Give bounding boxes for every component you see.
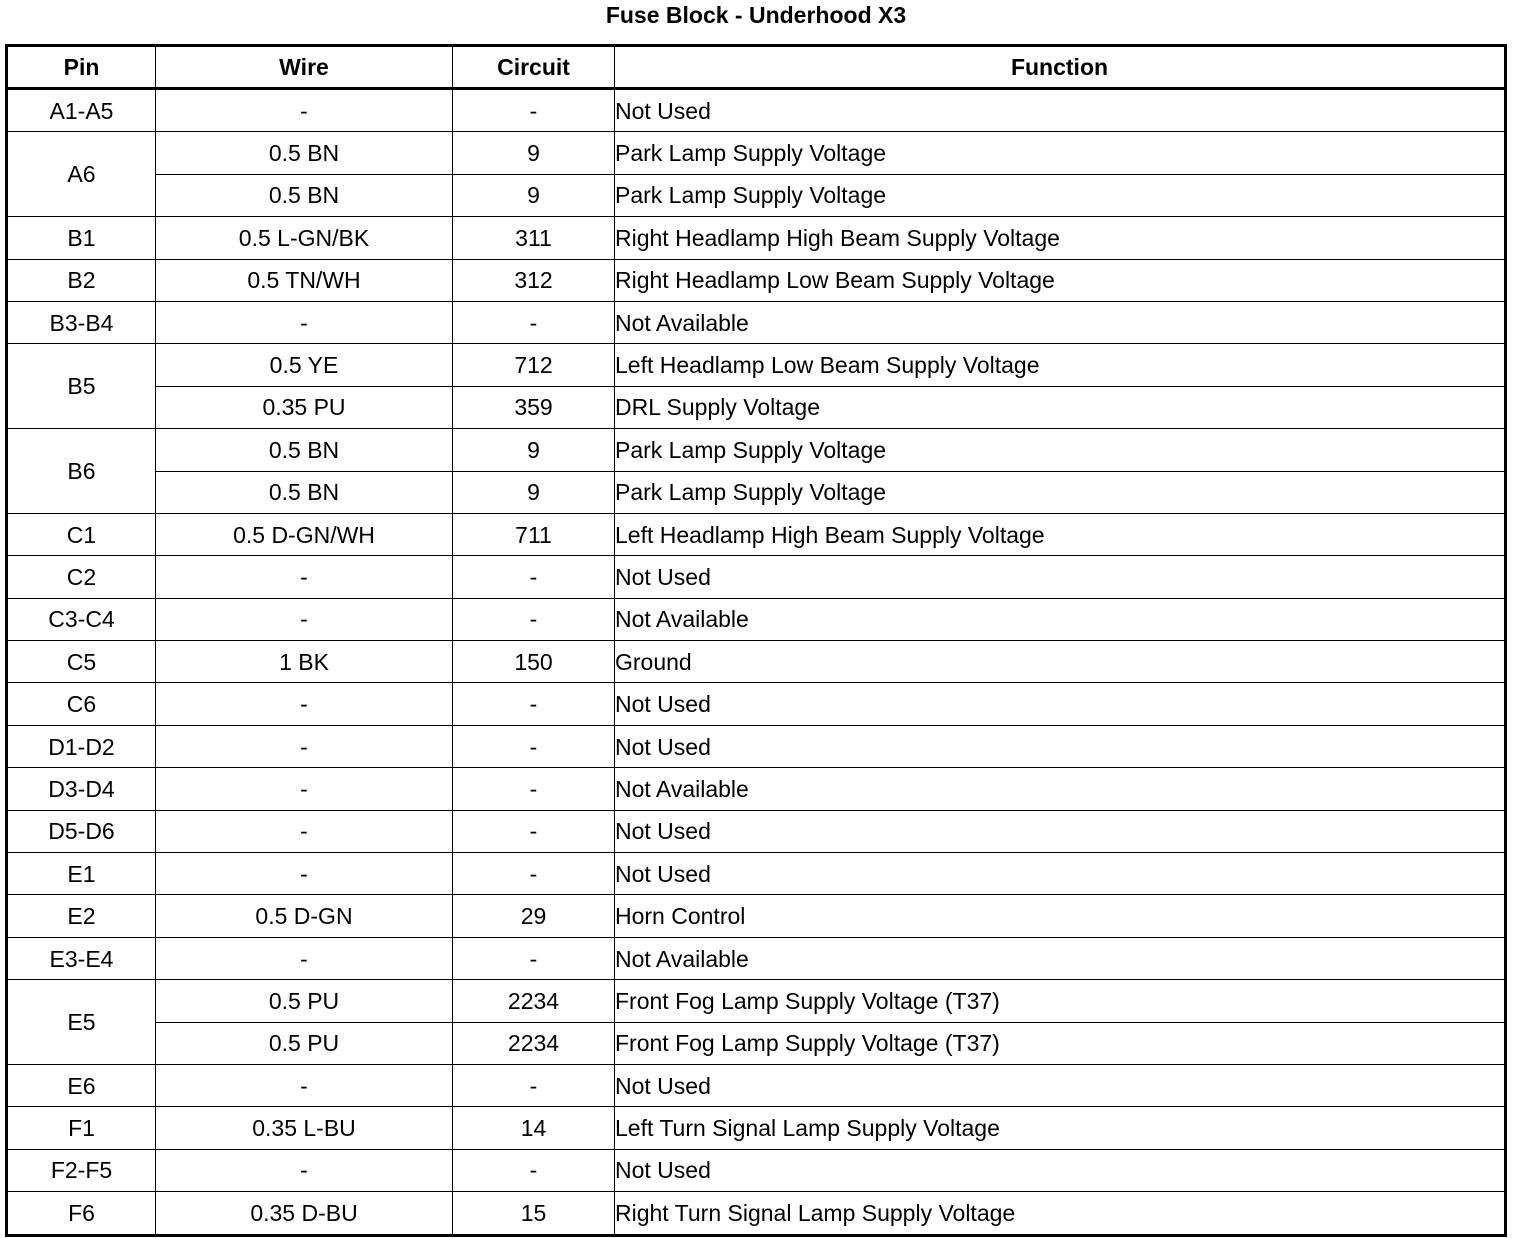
function-cell: Right Headlamp High Beam Supply Voltage (615, 217, 1506, 259)
wire-cell: 0.35 D-BU (156, 1192, 453, 1235)
table-row (7, 1022, 1506, 1064)
wire-cell: - (156, 768, 453, 810)
circuit-cell: 312 (453, 259, 615, 301)
wire-cell: 0.5 D-GN/WH (156, 513, 453, 555)
table-row (7, 1192, 1506, 1235)
wire-cell: - (156, 937, 453, 979)
table-row (7, 301, 1506, 343)
wire-cell: - (156, 725, 453, 767)
function-cell: Right Turn Signal Lamp Supply Voltage (615, 1192, 1506, 1235)
pin-cell: D3-D4 (7, 768, 156, 810)
table-row (7, 344, 1506, 386)
circuit-cell: 150 (453, 641, 615, 683)
pin-cell: B6 (7, 429, 156, 514)
function-cell: Front Fog Lamp Supply Voltage (T37) (615, 980, 1506, 1022)
table-row (7, 513, 1506, 555)
function-cell: Not Used (615, 683, 1506, 725)
wire-cell: - (156, 598, 453, 640)
wire-cell: 0.5 PU (156, 1022, 453, 1064)
circuit-cell: - (453, 89, 615, 132)
header-wire: Wire (156, 46, 453, 89)
circuit-cell: - (453, 556, 615, 598)
circuit-cell: 2234 (453, 1022, 615, 1064)
pin-cell: A6 (7, 132, 156, 217)
function-cell: Left Turn Signal Lamp Supply Voltage (615, 1107, 1506, 1149)
circuit-cell: 15 (453, 1192, 615, 1235)
table-row (7, 1064, 1506, 1106)
function-cell: Not Used (615, 725, 1506, 767)
wire-cell: 0.5 BN (156, 132, 453, 174)
circuit-cell: 712 (453, 344, 615, 386)
wire-cell: - (156, 683, 453, 725)
circuit-cell: 9 (453, 471, 615, 513)
table-row (7, 853, 1506, 895)
table-row (7, 810, 1506, 852)
circuit-cell: 359 (453, 386, 615, 428)
circuit-cell: - (453, 683, 615, 725)
table-row (7, 895, 1506, 937)
header-pin: Pin (7, 46, 156, 89)
wire-cell: 0.35 L-BU (156, 1107, 453, 1149)
circuit-cell: - (453, 1149, 615, 1191)
pinout-table (5, 44, 1507, 1237)
function-cell: Not Used (615, 1149, 1506, 1191)
function-cell: Not Available (615, 768, 1506, 810)
pin-cell: A1-A5 (7, 89, 156, 132)
wire-cell: 0.5 BN (156, 429, 453, 471)
circuit-cell: - (453, 768, 615, 810)
table-row (7, 259, 1506, 301)
function-cell: Front Fog Lamp Supply Voltage (T37) (615, 1022, 1506, 1064)
wire-cell: - (156, 853, 453, 895)
pin-cell: F6 (7, 1192, 156, 1235)
function-cell: Left Headlamp High Beam Supply Voltage (615, 513, 1506, 555)
circuit-cell: - (453, 598, 615, 640)
table-row (7, 683, 1506, 725)
wire-cell: 0.5 BN (156, 471, 453, 513)
circuit-cell: 9 (453, 429, 615, 471)
table-row (7, 132, 1506, 174)
circuit-cell: 311 (453, 217, 615, 259)
pin-cell: E6 (7, 1064, 156, 1106)
table-row (7, 556, 1506, 598)
pin-cell: C2 (7, 556, 156, 598)
pin-cell: D1-D2 (7, 725, 156, 767)
circuit-cell: - (453, 853, 615, 895)
function-cell: Park Lamp Supply Voltage (615, 132, 1506, 174)
table-row (7, 1107, 1506, 1149)
wire-cell: 0.5 L-GN/BK (156, 217, 453, 259)
wire-cell: 1 BK (156, 641, 453, 683)
header-circuit: Circuit (453, 46, 615, 89)
wire-cell: - (156, 89, 453, 132)
function-cell: Not Used (615, 89, 1506, 132)
function-cell: Right Headlamp Low Beam Supply Voltage (615, 259, 1506, 301)
header-function: Function (615, 46, 1506, 89)
circuit-cell: 711 (453, 513, 615, 555)
table-row (7, 937, 1506, 979)
pin-cell: C3-C4 (7, 598, 156, 640)
function-cell: Not Used (615, 1064, 1506, 1106)
pin-cell: E5 (7, 980, 156, 1065)
pin-cell: F2-F5 (7, 1149, 156, 1191)
circuit-cell: 2234 (453, 980, 615, 1022)
pin-cell: D5-D6 (7, 810, 156, 852)
function-cell: Not Available (615, 598, 1506, 640)
pin-cell: B1 (7, 217, 156, 259)
wire-cell: - (156, 1064, 453, 1106)
wire-cell: 0.35 PU (156, 386, 453, 428)
pin-cell: B3-B4 (7, 301, 156, 343)
pin-cell: C5 (7, 641, 156, 683)
pin-cell: B2 (7, 259, 156, 301)
table-row (7, 598, 1506, 640)
circuit-cell: - (453, 725, 615, 767)
circuit-cell: - (453, 301, 615, 343)
circuit-cell: - (453, 937, 615, 979)
function-cell: Park Lamp Supply Voltage (615, 174, 1506, 216)
function-cell: Not Used (615, 556, 1506, 598)
circuit-cell: 9 (453, 132, 615, 174)
wire-cell: - (156, 1149, 453, 1191)
function-cell: Park Lamp Supply Voltage (615, 429, 1506, 471)
wire-cell: 0.5 D-GN (156, 895, 453, 937)
page-title: Fuse Block - Underhood X3 (605, 2, 907, 28)
wire-cell: 0.5 YE (156, 344, 453, 386)
function-cell: DRL Supply Voltage (615, 386, 1506, 428)
header-row (7, 46, 1506, 89)
wire-cell: - (156, 556, 453, 598)
table-row (7, 386, 1506, 428)
table-row (7, 725, 1506, 767)
function-cell: Horn Control (615, 895, 1506, 937)
table-row (7, 768, 1506, 810)
pin-cell: E1 (7, 853, 156, 895)
pin-cell: C1 (7, 513, 156, 555)
circuit-cell: - (453, 1064, 615, 1106)
table-row (7, 980, 1506, 1022)
function-cell: Not Available (615, 301, 1506, 343)
circuit-cell: - (453, 810, 615, 852)
pin-cell: C6 (7, 683, 156, 725)
table-row (7, 174, 1506, 216)
function-cell: Park Lamp Supply Voltage (615, 471, 1506, 513)
wire-cell: 0.5 BN (156, 174, 453, 216)
wire-cell: - (156, 301, 453, 343)
function-cell: Left Headlamp Low Beam Supply Voltage (615, 344, 1506, 386)
table-row (7, 641, 1506, 683)
circuit-cell: 9 (453, 174, 615, 216)
wire-cell: 0.5 TN/WH (156, 259, 453, 301)
pin-cell: B5 (7, 344, 156, 429)
table-row (7, 89, 1506, 132)
circuit-cell: 14 (453, 1107, 615, 1149)
wire-cell: 0.5 PU (156, 980, 453, 1022)
table-row (7, 471, 1506, 513)
pin-cell: E2 (7, 895, 156, 937)
table-row (7, 217, 1506, 259)
pin-cell: F1 (7, 1107, 156, 1149)
table-row (7, 429, 1506, 471)
wire-cell: - (156, 810, 453, 852)
function-cell: Not Used (615, 810, 1506, 852)
function-cell: Not Used (615, 853, 1506, 895)
pin-cell: E3-E4 (7, 937, 156, 979)
function-cell: Not Available (615, 937, 1506, 979)
function-cell: Ground (615, 641, 1506, 683)
circuit-cell: 29 (453, 895, 615, 937)
table-row (7, 1149, 1506, 1191)
